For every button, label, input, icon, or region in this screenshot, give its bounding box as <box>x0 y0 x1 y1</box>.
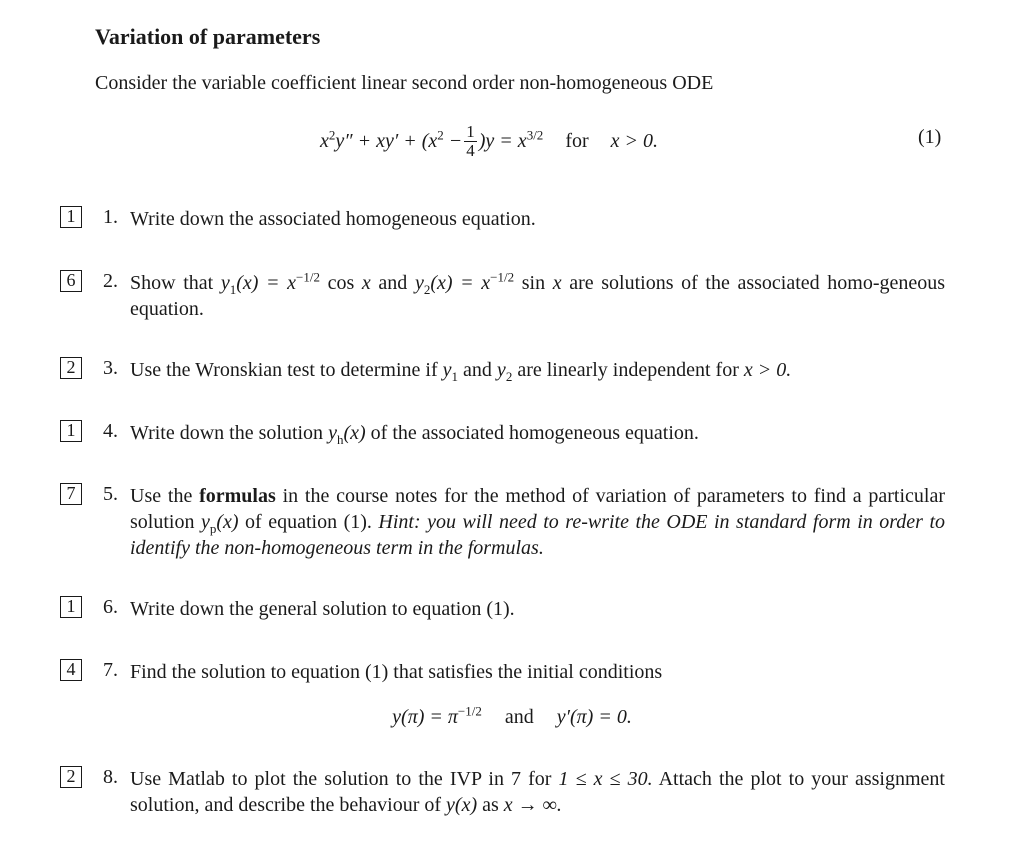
question-number: 2. <box>103 270 118 292</box>
for-word: for <box>565 129 589 152</box>
text-segment: Use the <box>130 485 193 507</box>
hint-text: Hint: you will need to re-write the ODE in standard form in order to identify the non-homogeneous term in the formulas. <box>130 511 946 559</box>
question-number: 7. <box>103 659 118 681</box>
condition: x > 0. <box>610 129 659 152</box>
points-box: 4 <box>60 659 82 681</box>
text-segment: Show that <box>130 272 214 294</box>
condition: x > 0. <box>743 359 792 381</box>
points-box: 2 <box>60 766 82 788</box>
question-text: Use the Wronskian test to determine if $y_1$ and $y_2$ are linearly independent for x > 0. <box>130 359 792 384</box>
text-segment: of equation (1). <box>245 511 372 533</box>
question-number: 3. <box>103 357 118 379</box>
text-segment: and <box>463 359 492 381</box>
text-segment: as <box>482 794 499 816</box>
text-segment: Use the Wronskian test to determine if <box>130 359 438 381</box>
question-number: 1. <box>103 206 118 228</box>
bold-term: formulas <box>199 485 276 507</box>
points-box: 7 <box>60 483 82 505</box>
intro-text: Consider the variable coefficient linear second order non-homogeneous ODE <box>95 72 714 94</box>
question-number: 6. <box>103 596 118 618</box>
points-box: 1 <box>60 420 82 442</box>
question-number: 4. <box>103 420 118 442</box>
text-segment: and <box>378 272 408 294</box>
equation-number: (1) <box>918 126 942 148</box>
question-text: Write down the general solution to equation (1). <box>130 598 515 620</box>
text-segment: of the associated homogeneous equation. <box>370 422 699 444</box>
text-segment: Use Matlab to plot the solution to the IVP in 7 for <box>130 768 552 790</box>
points-box: 1 <box>60 596 82 618</box>
question-text: Use the formulas in the course notes for the method of variation of parameters to find a particular solution $y_p(x)$ of equation (1). Hint: you will need to re-write the ODE in standard form in order to identify the non-homogeneous term in the formulas. <box>130 485 946 559</box>
question-text: Write down the associated homogeneous equation. <box>130 208 536 230</box>
and-word: and <box>504 706 534 728</box>
points-box: 6 <box>60 270 82 292</box>
question-text: Show that $y_1(x) = x^{-1/2}$ cos x and $y_2(x) = x^{-1/2}$ sin x are solutions of the associated homo-geneous equation. <box>130 269 946 320</box>
question-text: Find the solution to equation (1) that satisfies the initial conditions <box>130 661 663 683</box>
text-segment: Attach the plot to your assignment solution, and describe the behaviour of <box>130 768 945 816</box>
text-segment: are linearly independent for <box>517 359 739 381</box>
question-number: 8. <box>103 766 118 788</box>
page-title: Variation of parameters <box>95 24 321 49</box>
question-number: 5. <box>103 483 118 505</box>
text-segment: are solutions of the associated homo-geneous equation. <box>130 272 946 320</box>
question-text: Use Matlab to plot the solution to the IVP in 7 for 1 ≤ x ≤ 30. Attach the plot to your assignment solution, and describe the behaviour of y(x) as x → ∞. <box>130 768 945 816</box>
initial-conditions: $y(\pi) = \pi^{-1/2}$ and y′(π) = 0. <box>392 703 632 728</box>
ode-equation: $x^2y'' + xy' + (x^2$ − $\frac{1}{4}$ )$y = x^{3/2}$ for x > 0. <box>320 121 659 160</box>
points-box: 2 <box>60 357 82 379</box>
text-segment: in the course notes for the method of variation of parameters to find a particular solution <box>130 485 945 533</box>
question-text: Write down the solution $y_h(x)$ of the associated homogeneous equation. <box>130 422 699 447</box>
points-box: 1 <box>60 206 82 228</box>
text-segment: Write down the solution <box>130 422 324 444</box>
